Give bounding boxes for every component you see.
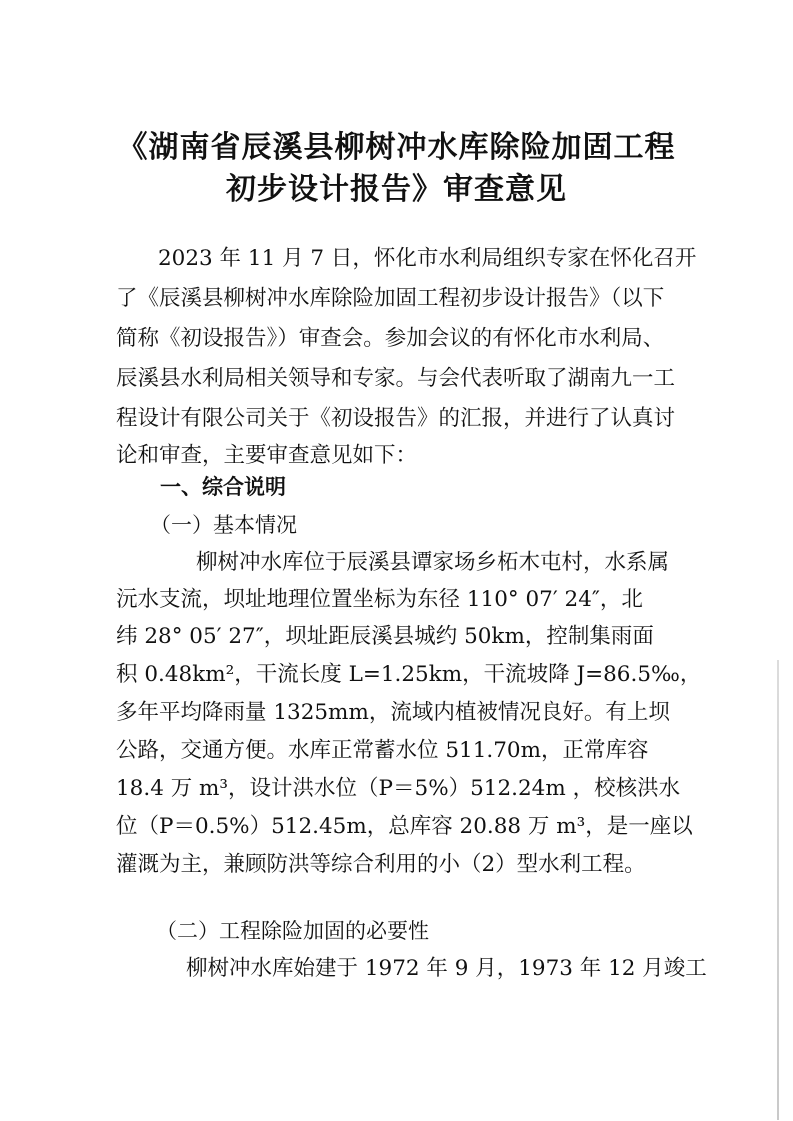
subsection-heading-basic-info: （一）基本情况 [150, 513, 297, 537]
intro-line: 辰溪县水利局相关领导和专家。与会代表听取了湖南九一工 [116, 366, 676, 391]
section-heading-general: 一、综合说明 [160, 475, 286, 499]
intro-line: 简称《初设报告》）审查会。参加会议的有怀化市水利局、 [116, 326, 665, 351]
body-line: 柳树冲水库位于辰溪县谭家场乡柘木屯村，水系属 [196, 550, 670, 575]
body-line: 积 0.48km²，干流长度 L=1.25km，干流坡降 J=86.5‰， [116, 662, 702, 687]
body-line: 灌溉为主，兼顾防洪等综合利用的小（2）型水利工程。 [116, 852, 646, 877]
intro-line: 2023 年 11 月 7 日，怀化市水利局组织专家在怀化召开 [158, 246, 697, 271]
subsection-heading-necessity: （二）工程除险加固的必要性 [156, 919, 429, 943]
body-line: 柳树冲水库始建于 1972 年 9 月，1973 年 12 月竣工 [186, 956, 707, 981]
body-line: 公路，交通方便。水库正常蓄水位 511.70m，正常库容 [116, 738, 649, 763]
document-title-line-1: 《湖南省辰溪县柳树冲水库除险加固工程 [117, 130, 676, 165]
body-line: 纬 28° 05′ 27″，坝址距辰溪县城约 50km，控制集雨面 [116, 624, 654, 649]
body-line: 沅水支流，坝址地理位置坐标为东径 110° 07′ 24″，北 [116, 587, 643, 612]
intro-line: 了《辰溪县柳树冲水库除险加固工程初步设计报告》（以下 [116, 286, 665, 311]
scan-edge-divider [777, 660, 779, 1120]
body-line: 18.4 万 m³，设计洪水位（P＝5%）512.24m ，校核洪水 [116, 776, 681, 801]
body-line: 多年平均降雨量 1325mm，流域内植被情况良好。有上坝 [116, 700, 670, 725]
body-line: 位（P＝0.5%）512.45m，总库容 20.88 万 m³，是一座以 [116, 814, 693, 839]
intro-line: 论和审查，主要审查意见如下： [116, 443, 418, 468]
intro-line: 程设计有限公司关于《初设报告》的汇报，并进行了认真讨 [116, 406, 676, 431]
document-title-line-2: 初步设计报告》审查意见 [226, 172, 567, 207]
